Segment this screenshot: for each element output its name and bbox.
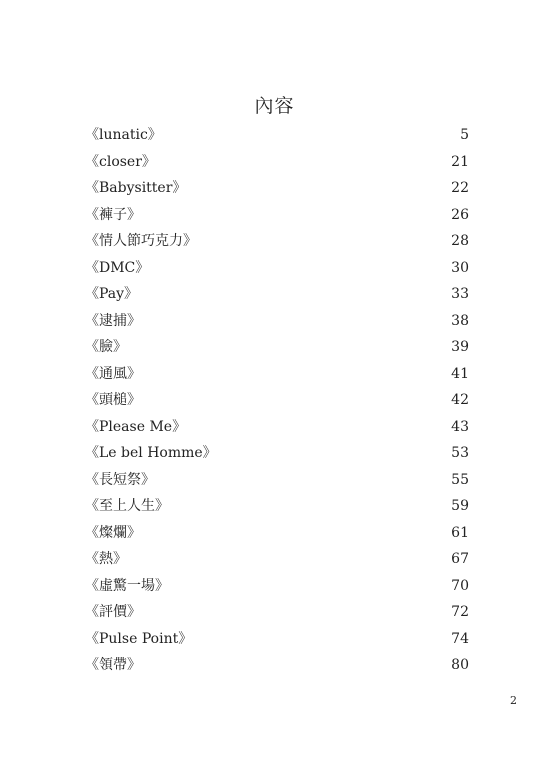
toc-entry (85, 308, 469, 335)
toc-title: 內容 (254, 95, 295, 117)
toc-entry (85, 546, 469, 573)
toc-entry-title: 《臉》 (85, 339, 127, 355)
toc-entry-title: 《逮捕》 (85, 312, 141, 329)
toc-entry (85, 228, 469, 255)
toc-entry-title: 《燦爛》 (85, 524, 141, 541)
toc-entry-title: 《Le bel Homme》 (85, 445, 217, 461)
toc-entry (85, 122, 469, 149)
toc-entry-title: 《通風》 (85, 365, 141, 382)
toc-entry-title: 《DMC》 (85, 259, 150, 276)
toc-entry (85, 202, 469, 229)
toc-entry (85, 440, 469, 467)
toc-entry (85, 334, 469, 361)
toc-list (85, 122, 469, 679)
toc-entry-page-number: 43 (451, 418, 469, 435)
toc-entry (85, 149, 469, 176)
toc-entry-title: 《評價》 (85, 604, 141, 620)
toc-entry-title: 《lunatic》 (85, 127, 162, 143)
toc-entry-page-number: 80 (451, 657, 469, 673)
toc-entry (85, 626, 469, 653)
toc-entry (85, 255, 469, 282)
toc-entry-page-number: 5 (460, 127, 469, 143)
toc-entry (85, 652, 469, 679)
toc-entry (85, 414, 469, 441)
toc-entry-page-number: 61 (451, 524, 469, 541)
toc-entry (85, 467, 469, 494)
toc-entry (85, 387, 469, 414)
toc-entry-page-number: 38 (451, 312, 469, 329)
toc-entry-title: 《長短祭》 (85, 471, 155, 488)
page-number: 2 (510, 694, 517, 707)
toc-entry-page-number: 26 (451, 206, 469, 223)
toc-entry-page-number: 28 (451, 233, 469, 249)
toc-entry (85, 175, 469, 202)
toc-entry-page-number: 59 (451, 498, 469, 514)
toc-entry-page-number: 30 (451, 259, 469, 276)
toc-entry-page-number: 21 (451, 153, 469, 170)
toc-entry-title: 《closer》 (85, 153, 156, 170)
toc-entry (85, 520, 469, 547)
toc-entry (85, 493, 469, 520)
toc-entry-page-number: 74 (451, 630, 469, 647)
toc-entry-page-number: 55 (451, 471, 469, 488)
toc-entry-page-number: 72 (451, 604, 469, 620)
toc-entry (85, 599, 469, 626)
toc-entry-title: 《Pulse Point》 (85, 630, 193, 647)
toc-entry-page-number: 22 (451, 180, 469, 196)
toc-entry-title: 《至上人生》 (85, 498, 169, 514)
toc-entry-page-number: 67 (451, 551, 469, 567)
toc-entry (85, 281, 469, 308)
toc-entry-page-number: 39 (451, 339, 469, 355)
toc-entry-title: 《虛驚一場》 (85, 577, 169, 594)
toc-entry-page-number: 53 (451, 445, 469, 461)
toc-entry-page-number: 33 (451, 286, 469, 302)
toc-entry-title: 《熱》 (85, 551, 127, 567)
toc-entry (85, 361, 469, 388)
toc-entry-title: 《領帶》 (85, 657, 141, 673)
toc-entry-page-number: 41 (451, 365, 469, 382)
toc-entry-title: 《頭槌》 (85, 392, 141, 408)
toc-entry-title: 《情人節巧克力》 (85, 233, 197, 249)
toc-entry-title: 《Please Me》 (85, 418, 187, 435)
toc-entry (85, 573, 469, 600)
toc-entry-title: 《Pay》 (85, 286, 139, 302)
toc-entry-page-number: 70 (451, 577, 469, 594)
toc-entry-page-number: 42 (451, 392, 469, 408)
toc-entry-title: 《Babysitter》 (85, 180, 187, 196)
toc-entry-title: 《褲子》 (85, 206, 141, 223)
